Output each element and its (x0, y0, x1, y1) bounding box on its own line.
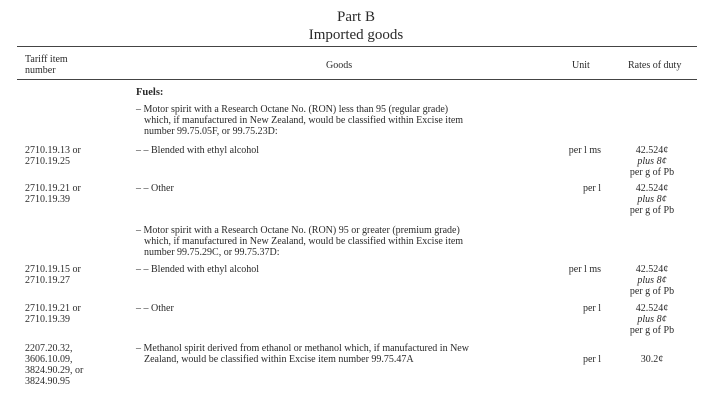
unit-row-5: per l (582, 354, 601, 365)
goods-description-premium: – Motor spirit with a Research Octane No. (RON) 95 or greater (premium grade) which, if manufactured in New Zealand, would be classified within Excise item number 99.75.29C, or 99.75.37D: (136, 225, 464, 258)
tariff-code-row-1: 2710.19.13 or 2710.19.25 (25, 145, 81, 167)
rate-row-4: 42.524¢ plus 8¢ per g of Pb (629, 303, 675, 336)
rate-row-3: 42.524¢ plus 8¢ per g of Pb (629, 264, 675, 297)
goods-description-regular: – Motor spirit with a Research Octane No. (RON) less than 95 (regular grade) which, if manufactured in New Zealand, would be classified within Excise item number 99.75.05F, or 99.75.23D: (136, 104, 464, 137)
tariff-code-row-5: 2207.20.32, 3606.10.09, 3824.90.29, or 3824.90.95 (25, 343, 84, 387)
header-tariff-item: Tariff item number (25, 54, 68, 76)
tariff-code-row-3: 2710.19.15 or 2710.19.27 (25, 264, 81, 286)
header-goods: Goods (326, 60, 353, 71)
goods-row-1: – – Blended with ethyl alcohol (136, 145, 260, 156)
unit-row-4: per l (582, 303, 601, 314)
unit-row-3: per l ms (568, 264, 601, 275)
rate-row-2: 42.524¢ plus 8¢ per g of Pb (629, 183, 675, 216)
header-unit: Unit (572, 60, 590, 71)
goods-row-5: – Methanol spirit derived from ethanol or methanol which, if manufactured in New Zealand, would be classified within Excise item number 99.75.47A (136, 343, 469, 365)
rate-row-1: 42.524¢ plus 8¢ per g of Pb (629, 145, 675, 178)
goods-row-4: – – Other (136, 303, 174, 314)
header-rates-of-duty: Rates of duty (628, 60, 682, 71)
header-top-rule (17, 46, 697, 47)
section-heading-fuels: Fuels: (136, 87, 164, 98)
tariff-code-row-2: 2710.19.21 or 2710.19.39 (25, 183, 81, 205)
header-bottom-rule (17, 79, 697, 80)
part-subtitle: Imported goods (308, 27, 404, 43)
unit-row-2: per l (582, 183, 601, 194)
goods-row-3: – – Blended with ethyl alcohol (136, 264, 260, 275)
rate-row-5: 30.2¢ (640, 354, 664, 365)
tariff-code-row-4: 2710.19.21 or 2710.19.39 (25, 303, 81, 325)
part-title: Part B (337, 9, 375, 25)
unit-row-1: per l ms (568, 145, 601, 156)
goods-row-2: – – Other (136, 183, 174, 194)
